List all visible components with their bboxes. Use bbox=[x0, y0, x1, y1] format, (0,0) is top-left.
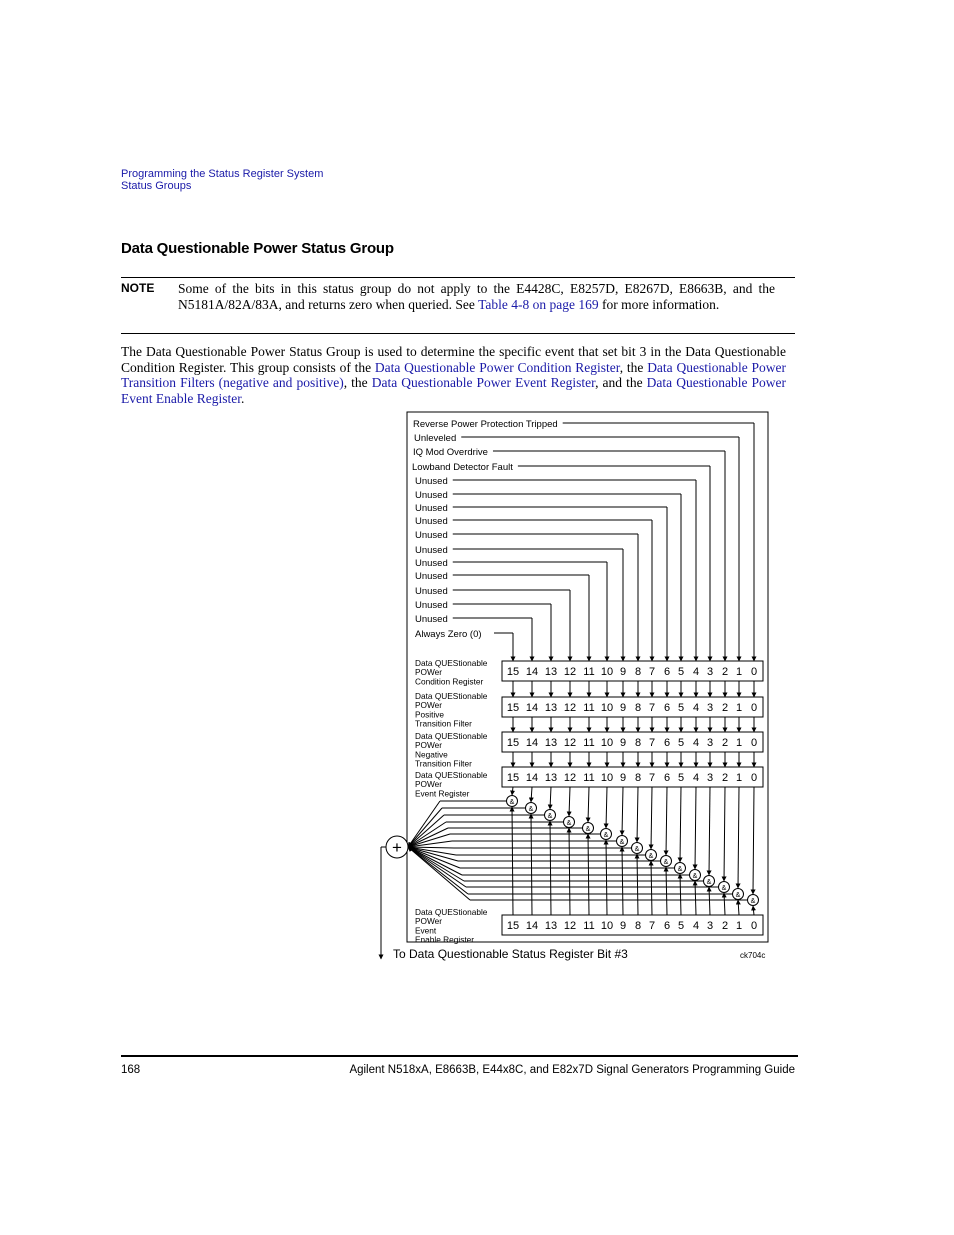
register-2-bit-0: 0 bbox=[750, 737, 758, 749]
and-symbol-8: & bbox=[634, 846, 640, 853]
register-1-bit-5: 5 bbox=[677, 702, 685, 714]
register-1-bit-11: 11 bbox=[583, 702, 595, 714]
enable-to-and-1 bbox=[738, 900, 739, 915]
register-2-bit-5: 5 bbox=[677, 737, 685, 749]
and-symbol-3: & bbox=[706, 879, 712, 886]
body-text-4: , and the bbox=[595, 375, 647, 391]
enable-to-and-0 bbox=[753, 906, 754, 915]
register-2-bit-15: 15 bbox=[506, 737, 520, 749]
register-0-bit-2: 2 bbox=[721, 666, 729, 678]
register-1-bit-10: 10 bbox=[600, 702, 614, 714]
register-2-bit-4: 4 bbox=[692, 737, 700, 749]
register-0-bit-7: 7 bbox=[648, 666, 656, 678]
enable-to-and-6 bbox=[666, 867, 667, 915]
register-2-bit-14: 14 bbox=[525, 737, 539, 749]
register-2-bit-9: 9 bbox=[619, 737, 627, 749]
register-2-bit-13: 13 bbox=[544, 737, 558, 749]
register-2-bit-8: 8 bbox=[634, 737, 642, 749]
register-0-bit-14: 14 bbox=[525, 666, 539, 678]
register-label-1-2: Positive bbox=[415, 709, 445, 720]
register-label-4-3: Enable Register bbox=[415, 934, 475, 945]
event-to-and-5 bbox=[680, 787, 681, 862]
register-0-bit-1: 1 bbox=[735, 666, 743, 678]
register-1-bit-1: 1 bbox=[735, 702, 743, 714]
bit-label-13: IQ Mod Overdrive bbox=[413, 447, 488, 458]
and-symbol-11: & bbox=[585, 826, 591, 833]
register-0-bit-12: 12 bbox=[563, 666, 577, 678]
register-label-2-2: Negative bbox=[415, 749, 448, 760]
register-0-bit-11: 11 bbox=[583, 666, 595, 678]
and-symbol-2: & bbox=[721, 885, 727, 892]
register-3-bit-13: 13 bbox=[544, 772, 558, 784]
register-4-bit-11: 11 bbox=[583, 920, 595, 932]
register-1-bit-7: 7 bbox=[648, 702, 656, 714]
and-symbol-1: & bbox=[735, 892, 741, 899]
body-text-2: , the bbox=[619, 359, 648, 375]
register-4-bit-13: 13 bbox=[544, 920, 558, 932]
register-3-bit-8: 8 bbox=[634, 772, 642, 784]
bit-label-5: Unused bbox=[415, 558, 448, 569]
register-3-bit-3: 3 bbox=[706, 772, 714, 784]
register-2-bit-7: 7 bbox=[648, 737, 656, 749]
output-label: To Data Questionable Status Register Bit #3 bbox=[393, 947, 628, 961]
sum-symbol: + bbox=[392, 838, 402, 857]
bit-label-9: Unused bbox=[415, 503, 448, 514]
event-to-and-1 bbox=[738, 787, 739, 888]
enable-to-and-7 bbox=[651, 861, 652, 915]
bit-label-0: Always Zero (0) bbox=[415, 629, 482, 640]
note-label: NOTE bbox=[121, 281, 155, 295]
register-label-4-2: Event bbox=[415, 925, 437, 936]
footer-rule bbox=[121, 1055, 798, 1057]
and-symbol-10: & bbox=[603, 832, 609, 839]
enable-to-and-3 bbox=[709, 887, 710, 915]
event-to-and-9 bbox=[622, 787, 623, 835]
register-4-bit-7: 7 bbox=[648, 920, 656, 932]
register-1-bit-2: 2 bbox=[721, 702, 729, 714]
bit-label-3: Unused bbox=[415, 586, 448, 597]
register-2-bit-10: 10 bbox=[600, 737, 614, 749]
event-to-and-4 bbox=[695, 787, 696, 869]
bit-label-4: Unused bbox=[415, 571, 448, 582]
register-2-bit-12: 12 bbox=[563, 737, 577, 749]
register-3-bit-0: 0 bbox=[750, 772, 758, 784]
register-4-bit-3: 3 bbox=[706, 920, 714, 932]
register-2-bit-6: 6 bbox=[663, 737, 671, 749]
register-1-bit-8: 8 bbox=[634, 702, 642, 714]
bit-label-10: Unused bbox=[415, 490, 448, 501]
register-3-bit-5: 5 bbox=[677, 772, 685, 784]
register-label-4-1: POWer bbox=[415, 916, 443, 927]
register-4-bit-6: 6 bbox=[663, 920, 671, 932]
and-symbol-4: & bbox=[692, 873, 698, 880]
link-event-register[interactable]: Data Questionable Power Event Register bbox=[371, 375, 596, 391]
register-label-2-3: Transition Filter bbox=[415, 758, 472, 769]
register-4-bit-12: 12 bbox=[563, 920, 577, 932]
register-3-bit-12: 12 bbox=[563, 772, 577, 784]
register-3-bit-2: 2 bbox=[721, 772, 729, 784]
register-label-0-1: POWer bbox=[415, 667, 443, 678]
enable-to-and-8 bbox=[637, 854, 638, 915]
register-4-bit-10: 10 bbox=[600, 920, 614, 932]
breadcrumb-chapter[interactable]: Programming the Status Register System bbox=[121, 168, 324, 180]
register-3-bit-4: 4 bbox=[692, 772, 700, 784]
register-2-bit-11: 11 bbox=[583, 737, 595, 749]
register-4-bit-14: 14 bbox=[525, 920, 539, 932]
event-to-and-12 bbox=[569, 787, 570, 816]
bit-label-1: Unused bbox=[415, 614, 448, 625]
register-label-0-0: Data QUEStionable bbox=[415, 658, 488, 668]
body-text-5: . bbox=[240, 391, 245, 407]
and-symbol-15: & bbox=[509, 799, 515, 806]
bit-label-7: Unused bbox=[415, 530, 448, 541]
register-label-2-0: Data QUEStionable bbox=[415, 731, 488, 741]
register-label-3-2: Event Register bbox=[415, 788, 470, 799]
and-symbol-14: & bbox=[528, 806, 534, 813]
note-text-a: Some of the bits in this status group do not apply to the E4428C, E8257D, E8267D, E8663B, and the N5181A/82A/83A, and returns zero when queried. See bbox=[178, 281, 775, 312]
link-condition-register[interactable]: Data Questionable Power Condition Register bbox=[374, 359, 620, 375]
bit-label-15: Reverse Power Protection Tripped bbox=[413, 419, 558, 430]
register-3-bit-6: 6 bbox=[663, 772, 671, 784]
register-1-bit-12: 12 bbox=[563, 702, 577, 714]
register-1-bit-3: 3 bbox=[706, 702, 714, 714]
note-text-b: for more information. bbox=[598, 296, 720, 312]
register-0-bit-9: 9 bbox=[619, 666, 627, 678]
register-3-bit-10: 10 bbox=[600, 772, 614, 784]
and-out-fan-15 bbox=[408, 801, 440, 847]
bit-label-8: Unused bbox=[415, 516, 448, 527]
figure-id: ck704c bbox=[740, 951, 766, 960]
page-number: 168 bbox=[121, 1064, 141, 1076]
and-symbol-12: & bbox=[566, 820, 572, 827]
event-to-and-11 bbox=[588, 787, 589, 822]
register-1-bit-15: 15 bbox=[506, 702, 520, 714]
body-text-1: The Data Questionable Power Status Group is used to determine the specific event that set bit 3 in the Data Questionable Condition Register. This group consists of the bbox=[121, 344, 786, 375]
register-label-1-0: Data QUEStionable bbox=[415, 691, 488, 701]
event-to-and-7 bbox=[651, 787, 652, 849]
register-4-bit-8: 8 bbox=[634, 920, 642, 932]
event-to-and-14 bbox=[531, 787, 532, 802]
register-label-4-0: Data QUEStionable bbox=[415, 907, 488, 917]
register-4-bit-15: 15 bbox=[506, 920, 520, 932]
register-3-bit-14: 14 bbox=[525, 772, 539, 784]
and-symbol-5: & bbox=[677, 866, 683, 873]
register-1-bit-6: 6 bbox=[663, 702, 671, 714]
register-4-bit-5: 5 bbox=[677, 920, 685, 932]
register-1-bit-4: 4 bbox=[692, 702, 700, 714]
event-to-and-8 bbox=[637, 787, 638, 842]
register-1-bit-13: 13 bbox=[544, 702, 558, 714]
link-event-enable-register[interactable]: Data Questionable Power Event Enable Register bbox=[121, 375, 786, 407]
register-1-bit-9: 9 bbox=[619, 702, 627, 714]
event-to-and-10 bbox=[606, 787, 607, 828]
register-4-bit-1: 1 bbox=[735, 920, 743, 932]
bit-label-6: Unused bbox=[415, 545, 448, 556]
register-3-bit-9: 9 bbox=[619, 772, 627, 784]
event-to-and-13 bbox=[550, 787, 551, 809]
bit-label-14: Unleveled bbox=[414, 433, 457, 444]
enable-to-and-2 bbox=[724, 893, 725, 915]
register-0-bit-15: 15 bbox=[506, 666, 520, 678]
bit-label-11: Unused bbox=[415, 476, 448, 487]
breadcrumb-section[interactable]: Status Groups bbox=[121, 180, 192, 192]
register-label-2-1: POWer bbox=[415, 740, 443, 751]
enable-to-and-10 bbox=[606, 840, 607, 915]
bit-label-2: Unused bbox=[415, 600, 448, 611]
bit-label-12: Lowband Detector Fault bbox=[412, 462, 513, 473]
and-symbol-6: & bbox=[663, 859, 669, 866]
and-symbol-7: & bbox=[648, 853, 654, 860]
table-link[interactable]: Table 4-8 on page 169 bbox=[478, 296, 599, 312]
enable-to-and-4 bbox=[695, 881, 696, 915]
register-2-bit-1: 1 bbox=[735, 737, 743, 749]
and-symbol-0: & bbox=[750, 898, 756, 905]
event-to-and-15 bbox=[512, 787, 513, 795]
section-title: Data Questionable Power Status Group bbox=[121, 240, 394, 257]
register-label-1-3: Transition Filter bbox=[415, 718, 472, 729]
register-3-bit-1: 1 bbox=[735, 772, 743, 784]
register-1-bit-0: 0 bbox=[750, 702, 758, 714]
register-0-bit-13: 13 bbox=[544, 666, 558, 678]
event-to-and-6 bbox=[666, 787, 667, 855]
register-2-bit-2: 2 bbox=[721, 737, 729, 749]
register-4-bit-4: 4 bbox=[692, 920, 700, 932]
register-label-3-1: POWer bbox=[415, 779, 443, 790]
register-0-bit-4: 4 bbox=[692, 666, 700, 678]
register-0-bit-8: 8 bbox=[634, 666, 642, 678]
and-symbol-9: & bbox=[619, 839, 625, 846]
register-0-bit-3: 3 bbox=[706, 666, 714, 678]
register-1-bit-14: 14 bbox=[525, 702, 539, 714]
register-0-bit-6: 6 bbox=[663, 666, 671, 678]
register-0-bit-5: 5 bbox=[677, 666, 685, 678]
register-label-3-0: Data QUEStionable bbox=[415, 770, 488, 780]
event-to-and-0 bbox=[753, 787, 754, 894]
register-2-bit-3: 3 bbox=[706, 737, 714, 749]
body-text-3: , the bbox=[343, 375, 372, 391]
register-3-bit-11: 11 bbox=[583, 772, 595, 784]
register-4-bit-0: 0 bbox=[750, 920, 758, 932]
register-0-bit-0: 0 bbox=[750, 666, 758, 678]
register-3-bit-7: 7 bbox=[648, 772, 656, 784]
register-0-bit-10: 10 bbox=[600, 666, 614, 678]
and-out-fan-13 bbox=[408, 815, 444, 847]
register-label-0-2: Condition Register bbox=[415, 676, 484, 687]
event-to-and-3 bbox=[709, 787, 710, 875]
register-3-bit-15: 15 bbox=[506, 772, 520, 784]
register-4-bit-2: 2 bbox=[721, 920, 729, 932]
register-label-1-1: POWer bbox=[415, 700, 443, 711]
link-transition-filters[interactable]: Data Questionable Power Transition Filters (negative and positive) bbox=[121, 359, 786, 391]
register-4-bit-9: 9 bbox=[619, 920, 627, 932]
guide-title: Agilent N518xA, E8663B, E44x8C, and E82x7D Signal Generators Programming Guide bbox=[349, 1064, 795, 1076]
event-to-and-2 bbox=[724, 787, 725, 881]
and-symbol-13: & bbox=[547, 813, 553, 820]
